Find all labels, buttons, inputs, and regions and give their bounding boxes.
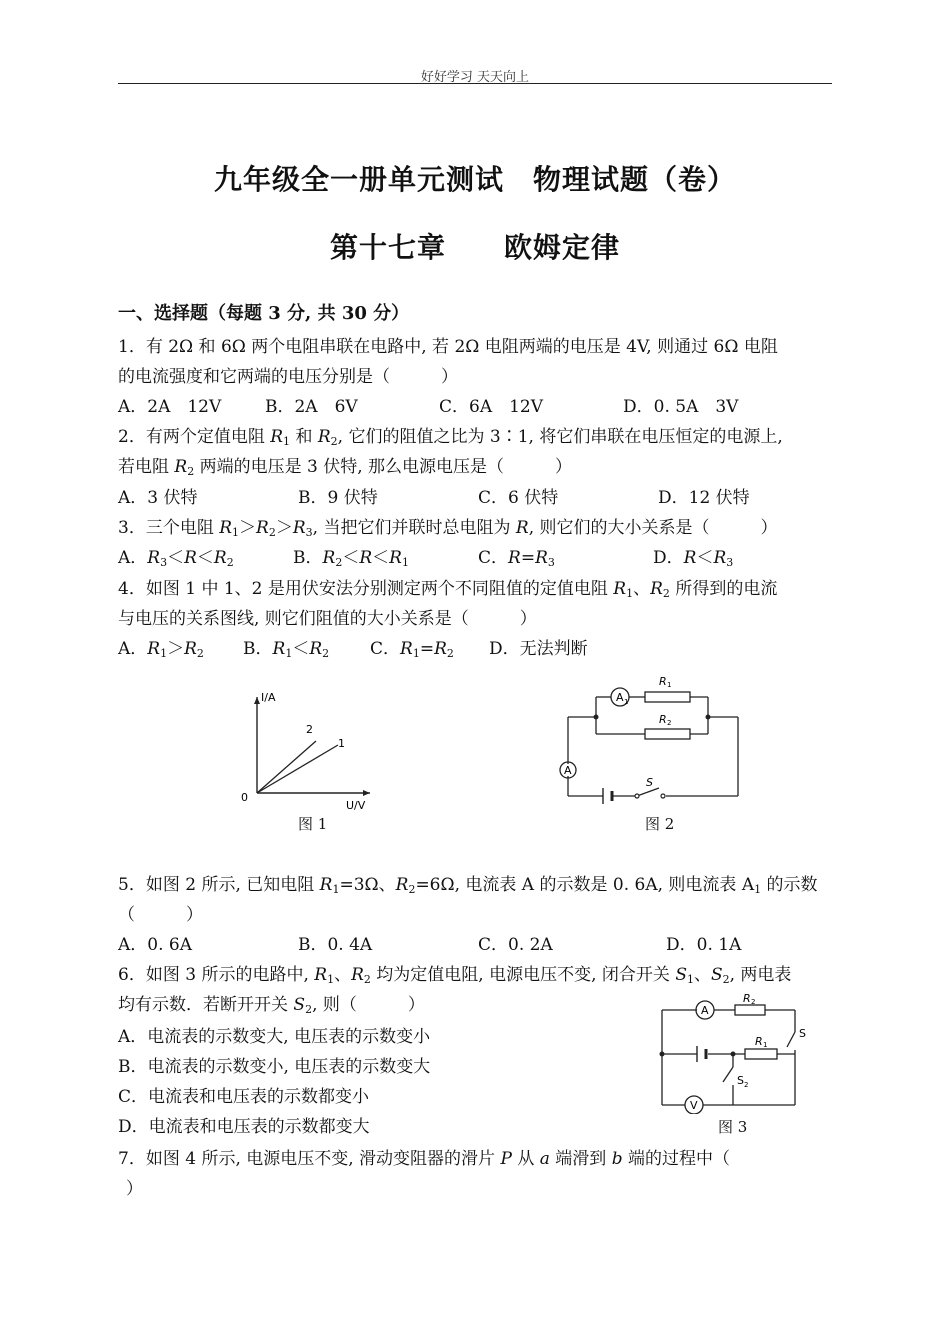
- q5-line1: 5．如图 2 所示, 已知电阻 $R_1=3\Omega$、$R_2=6\Omega$, 电流表 A 的示数是 0. 6A, 则电流表 $A_1$ 的示数: [118, 875, 818, 896]
- q6-line1: 6．如图 3 所示的电路中, $R_1$、$R_2$ 均为定值电阻, 电源电压不变, 闭合开关 $S_1$、$S_2$, 两电表: [118, 965, 792, 986]
- q6-option-b: B．电流表的示数变小, 电压表的示数变大: [118, 1057, 431, 1077]
- q4-option-c: C．$R_1=R_2$: [370, 639, 454, 660]
- figure-1-graph: [230, 683, 380, 813]
- fig2-switch-label: S: [646, 776, 653, 789]
- fig2-ammeter1-sub: 1: [624, 698, 629, 706]
- fig2-r1-sub: 1: [667, 681, 672, 689]
- q3-option-b: B．$R_2<R<R_1$: [293, 548, 409, 569]
- page-title: 九年级全一册单元测试 物理试题（卷）: [213, 163, 736, 196]
- page-header: 好好学习 天天向上: [420, 70, 530, 85]
- fig1-line1-label: 1: [338, 737, 345, 750]
- q2-option-d: D．12 伏特: [658, 488, 750, 508]
- q5-option-b: B．0. 4A: [298, 935, 373, 955]
- fig2-r1-body: [645, 692, 690, 702]
- q1-line2: 的电流强度和它两端的电压分别是（ ）: [118, 367, 458, 387]
- fig1-origin: 0: [241, 791, 248, 804]
- fig3-r2-sub: 2: [751, 998, 756, 1006]
- fig3-s2-blade: [723, 1067, 733, 1082]
- fig1-line2-label: 2: [306, 723, 313, 736]
- q6-option-d: D．电流表和电压表的示数都变大: [118, 1117, 370, 1137]
- fig2-ammeter1-label: A: [616, 691, 624, 704]
- fig2-r2-label: R: [659, 713, 667, 726]
- q2-line2: 若电阻 $R_2$ 两端的电压是 3 伏特, 那么电源电压是（ ）: [118, 457, 573, 478]
- fig3-r1-sub: 1: [763, 1041, 768, 1049]
- fig2-switch-blade: [637, 788, 659, 796]
- fig2-r1-label: R: [659, 675, 667, 688]
- q7-line2: ）: [126, 1179, 143, 1199]
- fig3-r2-body: [735, 1005, 765, 1015]
- q3-option-a: A．$R_3<R<R_2$: [118, 548, 234, 569]
- q6-line2: 均有示数．若断开开关 $S_2$, 则（ ）: [118, 995, 425, 1016]
- q3-option-c: C．$R=R_3$: [478, 548, 555, 569]
- figure-2-circuit: [555, 672, 750, 812]
- fig2-r2-body: [645, 729, 690, 739]
- fig3-s2-label: S: [737, 1074, 744, 1087]
- fig1-line-2: [257, 741, 316, 793]
- q5-option-a: A．0. 6A: [118, 935, 192, 955]
- header-rule: [118, 83, 832, 84]
- fig1-y-label: I/A: [261, 691, 276, 704]
- chapter-title: 第十七章 欧姆定律: [329, 231, 620, 264]
- figure-1-caption: 图 1: [298, 815, 328, 833]
- q4-option-a: A．$R_1>R_2$: [118, 639, 204, 660]
- fig2-r2-sub: 2: [667, 719, 672, 727]
- fig3-voltmeter-label: V: [690, 1099, 698, 1112]
- fig2-switch-contact: [635, 794, 639, 798]
- section-heading: 一、选择题（每题 3 分, 共 30 分）: [118, 303, 410, 324]
- q1-option-a: A．2A 12V: [118, 397, 222, 417]
- q5-option-d: D．0. 1A: [666, 935, 742, 955]
- q2-option-a: A．3 伏特: [118, 488, 198, 508]
- q6-option-a: A．电流表的示数变大, 电压表的示数变小: [118, 1027, 431, 1047]
- q5-option-c: C．0. 2A: [478, 935, 553, 955]
- q1-option-c: C．6A 12V: [439, 397, 544, 417]
- q4-option-b: B．$R_1<R_2$: [243, 639, 330, 660]
- fig3-r1-body: [745, 1049, 777, 1059]
- figure-3-circuit: [655, 992, 810, 1114]
- fig2-ammeter-label: A: [564, 764, 572, 777]
- figure-2-caption: 图 2: [645, 815, 675, 833]
- fig3-r2-label: R: [743, 992, 751, 1005]
- fig3-s-blade: [787, 1032, 795, 1047]
- fig3-s2-sub: 2: [744, 1081, 749, 1089]
- fig2-junction: [706, 715, 711, 720]
- q7-line1: 7．如图 4 所示, 电源电压不变, 滑动变阻器的滑片 P 从 a 端滑到 b 端的过程中（: [118, 1149, 730, 1169]
- q6-option-c: C．电流表和电压表的示数都变小: [118, 1087, 370, 1107]
- figure-3-caption: 图 3: [718, 1118, 748, 1136]
- q5-line2: （ ）: [118, 905, 203, 925]
- fig1-x-arrow: [363, 790, 370, 796]
- q3-option-d: D．$R<R_3$: [653, 548, 734, 569]
- fig3-junction: [660, 1052, 665, 1057]
- q2-option-c: C．6 伏特: [478, 488, 559, 508]
- fig1-line-1: [257, 745, 338, 793]
- fig1-x-label: U/V: [346, 799, 366, 812]
- fig2-junction: [594, 715, 599, 720]
- q4-line2: 与电压的关系图线, 则它们阻值的大小关系是（ ）: [118, 609, 537, 629]
- fig3-r1-label: R: [755, 1035, 763, 1048]
- fig3-ammeter-label: A: [701, 1004, 709, 1017]
- fig3-s-label: S: [799, 1027, 806, 1040]
- q2-line1: 2．有两个定值电阻 $R_1$ 和 $R_2$, 它们的阻值之比为 3∶1, 将它们串联在电压恒定的电源上,: [118, 427, 783, 448]
- q1-line1: 1．有 2Ω 和 6Ω 两个电阻串联在电路中, 若 2Ω 电阻两端的电压是 4V, 则通过 6Ω 电阻: [118, 337, 778, 357]
- q3-line1: 3．三个电阻 $R_1>R_2>R_3$, 当把它们并联时总电阻为 R, 则它们的大小关系是（ ）: [118, 518, 778, 539]
- q1-option-b: B．2A 6V: [265, 397, 358, 417]
- q2-option-b: B．9 伏特: [298, 488, 378, 508]
- fig3-junction: [731, 1052, 736, 1057]
- fig2-switch-contact: [661, 794, 665, 798]
- q1-option-d: D．0. 5A 3V: [623, 397, 739, 417]
- q4-line1: 4．如图 1 中 1、2 是用伏安法分别测定两个不同阻值的定值电阻 $R_1$、$R_2$ 所得到的电流: [118, 579, 778, 600]
- q4-option-d: D．无法判断: [489, 639, 588, 659]
- fig1-y-arrow: [254, 697, 260, 704]
